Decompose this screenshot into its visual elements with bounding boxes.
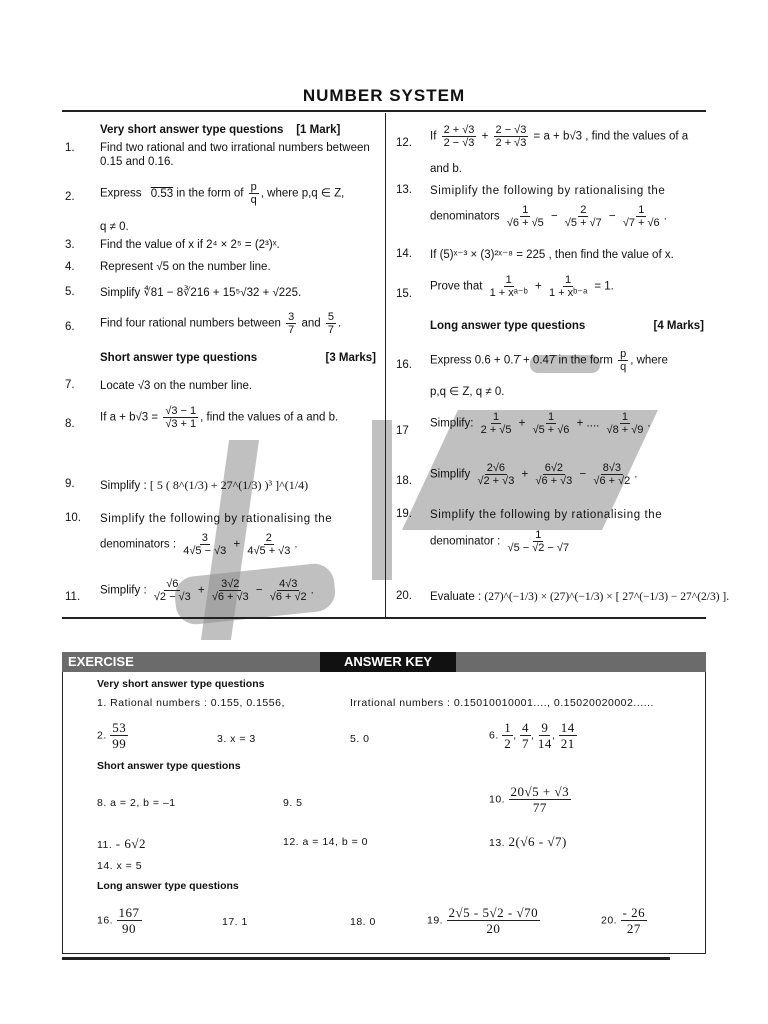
answer-14: 14. x = 5 [97,860,143,872]
answer-8: 8. a = 2, b = –1 [97,797,176,809]
answers-very-short-heading: Very short answer type questions [97,678,265,690]
answer-3: 3. x = 3 [217,733,256,745]
answer-1-irrational: Irrational numbers : 0.15010010001...., 0.15020020002...... [350,697,654,709]
answers-long-heading: Long answer type questions [97,880,239,892]
title-rule [62,110,706,112]
answer-20: 20. $\frac{- 26}{27}$ [601,905,646,936]
answer-18: 18. 0 [350,916,376,928]
very-short-heading: Very short answer type questions [1 Mark] [100,124,341,136]
answer-11: 11. - 6√2 [97,836,146,851]
section-bottom-rule [62,617,706,619]
answers-short-heading: Short answer type questions [97,760,241,772]
column-divider [385,113,386,618]
answer-19: 19. $\frac{2√5 - 5√2 - √70}{20}$ [427,905,539,936]
page-title: NUMBER SYSTEM [302,86,466,105]
answer-6: 6. $\frac{1}{2}$ , $\frac{4}{7}$ , $\frac{9}{14}$ , $\frac{14}{21}$ [489,720,575,751]
answer-key-label: ANSWER KEY [320,652,456,672]
exercise-bar: EXERCISE [62,652,706,672]
answer-12: 12. a = 14, b = 0 [283,836,368,848]
answer-10: 10. $\frac{20√5 + √3}{77}$ [489,784,570,815]
long-heading: Long answer type questions [4 Marks] [430,320,704,332]
answer-2: 2. $\frac{53}{99}$ [97,720,127,751]
answer-5: 5. 0 [350,733,370,745]
answer-9: 9. 5 [283,797,303,809]
answer-17: 17. 1 [222,916,248,928]
answer-13: 13. 2(√6 - √7) [489,834,567,849]
watermark-shape [372,420,392,580]
answer-16: 16. $\frac{167}{90}$ [97,905,140,936]
short-heading: Short answer type questions [3 Marks] [100,352,376,364]
answer-1: 1. Rational numbers : 0.155, 0.1556, [97,697,285,709]
page-bottom-rule [62,957,670,960]
